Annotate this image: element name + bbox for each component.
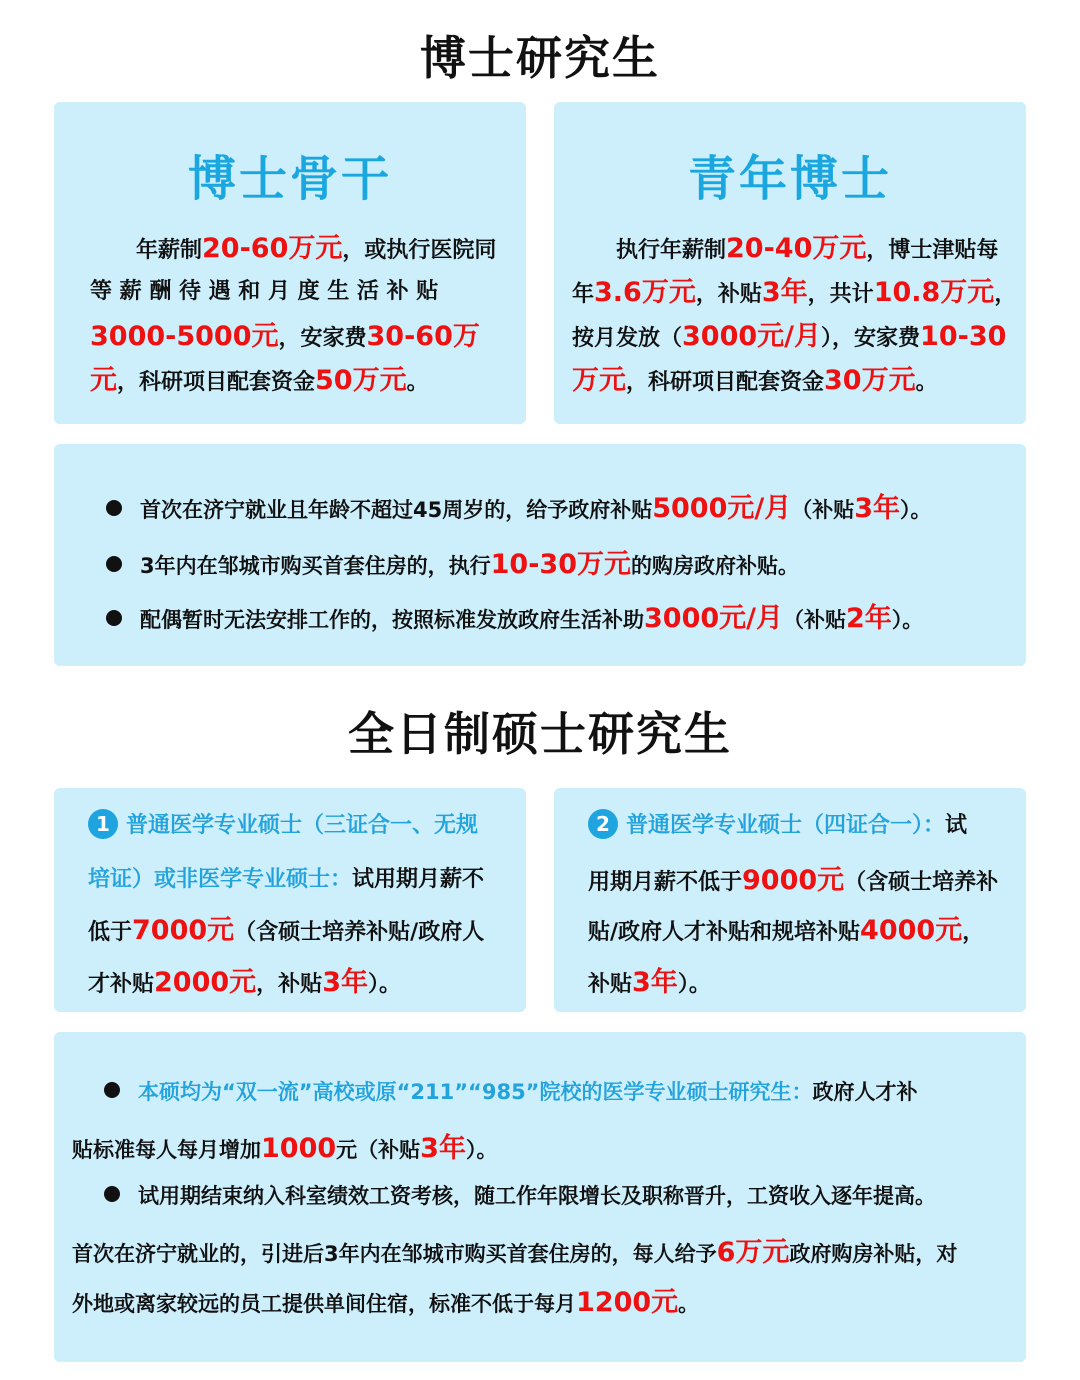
- phd-benefit-item-1: 首次在济宁就业且年龄不超过45周岁的，给予政府补贴5000元/月（补贴3年）。: [106, 486, 932, 525]
- master-type-2-line-4: 补贴3年）。: [588, 967, 711, 998]
- bullet-icon: [104, 1186, 120, 1202]
- number-badge-1: 1: [88, 809, 118, 839]
- phd-young-card: [554, 102, 1026, 424]
- master-benefit-line-3: 试用期结束纳入科室绩效工资考核，随工作年限增长及职称晋升，工资收入逐年提高。: [104, 1180, 936, 1210]
- phd-benefit-item-2: 3年内在邹城市购买首套住房的，执行10-30万元的购房政府补贴。: [106, 542, 799, 581]
- master-benefit-line-4: 首次在济宁就业的，引进后3年内在邹城市购买首套住房的，每人给予6万元政府购房补贴，对: [72, 1237, 958, 1268]
- phd-young-line-3: 按月发放（3000元/月），安家费10-30: [572, 321, 1007, 352]
- master-type-2-line-1: 2 普通医学专业硕士（四证合一）：试: [588, 808, 967, 839]
- phd-section-title: 博士研究生: [420, 31, 660, 85]
- phd-backbone-line-2: 等 薪 酬 待 遇 和 月 度 生 活 补 贴: [90, 279, 439, 304]
- bullet-icon: [106, 556, 122, 572]
- phd-backbone-title: 博士骨干: [187, 151, 392, 207]
- phd-young-line-1: 执行年薪制20-40万元，博士津贴每: [616, 233, 999, 264]
- master-type-2-line-3: 贴/政府人才补贴和规培补贴4000元，: [588, 915, 985, 946]
- phd-young-title: 青年博士: [687, 151, 892, 207]
- master-benefit-line-5: 外地或离家较远的员工提供单间住宿，标准不低于每月1200元。: [72, 1287, 700, 1318]
- bullet-icon: [104, 1082, 120, 1098]
- phd-benefits-card: [54, 444, 1026, 666]
- master-benefits-card: [54, 1032, 1026, 1362]
- master-type-1-line-2: 培证）或非医学专业硕士：试用期月薪不: [88, 867, 485, 892]
- master-type-1-line-3: 低于7000元（含硕士培养补贴/政府人: [88, 915, 485, 946]
- master-benefit-line-2: 贴标准每人每月增加1000元（补贴3年）。: [72, 1133, 498, 1164]
- phd-benefit-item-3: 配偶暂时无法安排工作的，按照标准发放政府生活补助3000元/月（补贴2年）。: [106, 596, 923, 635]
- master-type-2-card: [554, 788, 1026, 1012]
- phd-backbone-line-3: 3000-5000元，安家费30-60万: [90, 321, 480, 352]
- number-badge-2: 2: [588, 809, 618, 839]
- master-type-1-line-4: 才补贴2000元，补贴3年）。: [88, 967, 401, 998]
- master-type-1-line-1: 1 普通医学专业硕士（三证合一、无规: [88, 808, 478, 839]
- master-benefit-line-1: 本硕均为“双一流”高校或原“211”“985”院校的医学专业硕士研究生：政府人才补: [104, 1076, 917, 1106]
- master-section-title: 全日制硕士研究生: [348, 707, 732, 761]
- phd-backbone-card: [54, 102, 526, 424]
- phd-backbone-line-4: 元，科研项目配套资金50万元。: [90, 365, 429, 396]
- phd-young-line-4: 万元，科研项目配套资金30万元。: [572, 365, 938, 396]
- master-type-1-card: [54, 788, 526, 1012]
- master-type-2-line-2: 用期月薪不低于9000元（含硕士培养补: [588, 865, 999, 896]
- bullet-icon: [106, 500, 122, 516]
- phd-backbone-line-1: 年薪制20-60万元，或执行医院同: [136, 233, 497, 264]
- bullet-icon: [106, 610, 122, 626]
- phd-young-line-2: 年3.6万元，补贴3年，共计10.8万元，: [572, 277, 1017, 308]
